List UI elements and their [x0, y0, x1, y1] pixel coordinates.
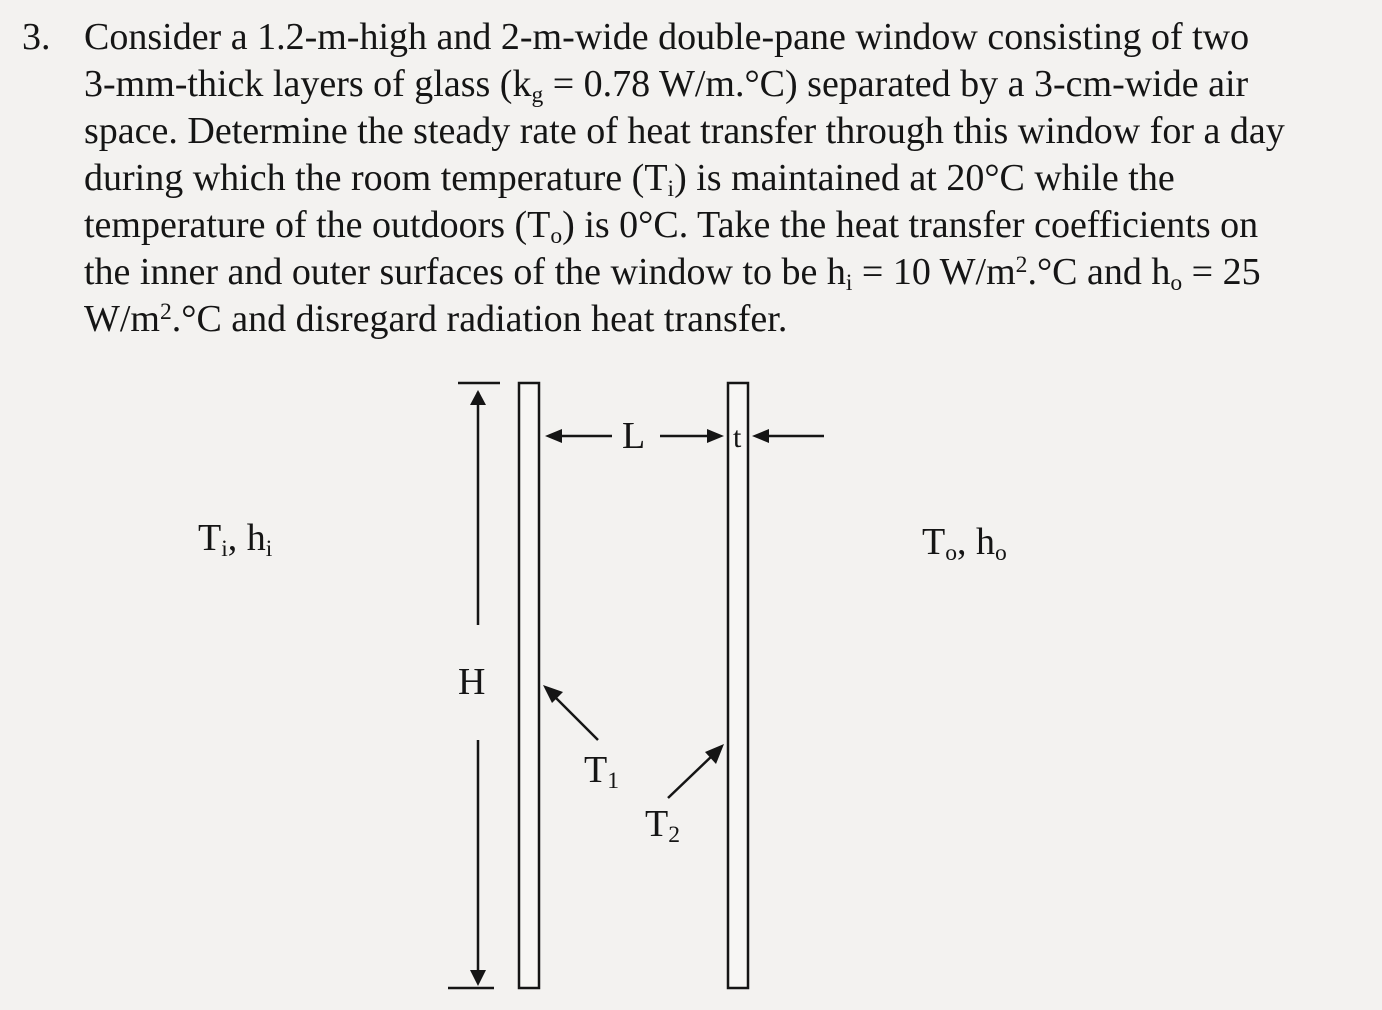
problem-line-6: the inner and outer surfaces of the window to be $h_i = 10$ $W/m^2.^\circ C$ and $h_o = 25$	[84, 251, 1261, 296]
problem-number: 3.	[22, 16, 51, 58]
inner-glass-pane	[519, 383, 539, 988]
outer-glass-pane	[728, 383, 748, 988]
problem-line-1: Consider a 1.2-m-high and 2-m-wide double-pane window consisting of two	[84, 16, 1250, 58]
problem-line-5: temperature of the outdoors $(T_o)$ is 0°C. Take the heat transfer coefficients on	[84, 204, 1259, 249]
problem-line-3: space. Determine the steady rate of heat transfer through this window for a day	[84, 110, 1285, 152]
t1-pointer-arrow	[543, 685, 598, 740]
outside-conditions-label: $T_o$, $h_o$	[922, 521, 1007, 566]
problem-line-7: $W/m^2.^\circ C$ and disregard radiation heat transfer.	[84, 298, 788, 340]
t2-pointer-arrow	[668, 744, 724, 798]
height-label: H	[458, 661, 486, 703]
problem-line-2: 3-mm-thick layers of glass ($k_g = 0.78$ W/m.°C) separated by a 3-cm-wide air	[84, 63, 1249, 108]
thickness-label: t	[733, 421, 742, 454]
inside-conditions-label: $T_i$, $h_i$	[198, 517, 273, 562]
problem-line-4: during which the room temperature $(T_i)$ is maintained at 20°C while the	[84, 157, 1175, 202]
t1-label: $T_1$	[584, 749, 619, 794]
t2-label: $T_2$	[645, 803, 680, 848]
gap-label: L	[622, 415, 646, 457]
thickness-dimension	[752, 429, 824, 443]
